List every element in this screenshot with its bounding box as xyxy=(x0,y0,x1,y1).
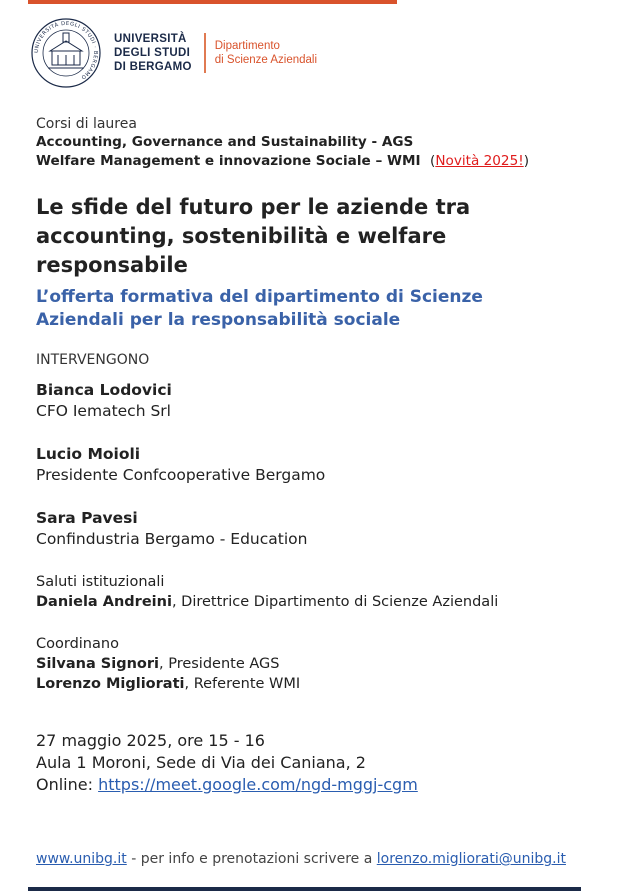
saluti-section xyxy=(36,572,606,612)
header-divider xyxy=(204,33,206,73)
coordinator-name: Lorenzo Migliorati xyxy=(36,676,185,692)
course-ags: Accounting, Governance and Sustainability - AGS xyxy=(36,134,414,150)
subtitle-line: Aziendali per la responsabilità sociale xyxy=(36,310,401,330)
coordinator-role: , Presidente AGS xyxy=(158,656,280,672)
flyer-content xyxy=(36,115,606,796)
email-link[interactable]: lorenzo.migliorati@unibg.it xyxy=(376,851,566,867)
event-place: Aula 1 Moroni, Sede di Via dei Caniana, 2 xyxy=(36,753,366,772)
header xyxy=(30,18,317,88)
site-link[interactable]: www.unibg.it xyxy=(36,851,127,867)
bottom-accent-bar xyxy=(28,887,581,891)
university-name xyxy=(114,32,192,74)
speaker-item xyxy=(36,380,606,422)
course-wmi-line xyxy=(36,152,606,171)
saluti-line xyxy=(36,592,606,612)
subtitle-line: L’offerta formativa del dipartimento di Scienze xyxy=(36,287,483,307)
coordinator-name: Silvana Signori xyxy=(36,656,159,672)
footer-text: - per info e prenotazioni scrivere a xyxy=(126,851,377,867)
coordinano-label: Coordinano xyxy=(36,636,119,652)
online-label: Online: xyxy=(36,775,99,794)
university-name-line: DI BERGAMO xyxy=(114,61,192,73)
top-accent-bar xyxy=(28,0,397,4)
title-line: accounting, sostenibilità e welfare xyxy=(36,224,447,248)
saluti-name: Daniela Andreini xyxy=(36,594,172,610)
coordinator-role: , Referente WMI xyxy=(184,676,301,692)
speaker-name: Bianca Lodovici xyxy=(36,381,172,399)
event-details xyxy=(36,730,606,796)
page-subtitle xyxy=(36,286,606,332)
speaker-role: Presidente Confcooperative Bergamo xyxy=(36,466,326,484)
department-name-line: Dipartimento xyxy=(214,40,280,52)
title-line: responsabile xyxy=(36,253,188,277)
speakers-label: INTERVENGONO xyxy=(36,352,150,368)
university-seal-logo xyxy=(30,17,102,89)
speaker-name: Lucio Moioli xyxy=(36,445,141,463)
seal-text: UNIVERSITÀ DEGLI STUDI · BERGAMO xyxy=(33,20,99,81)
speaker-role: Confindustria Bergamo - Education xyxy=(36,530,308,548)
coordinano-section xyxy=(36,634,606,694)
event-date: 27 maggio 2025, ore 15 - 16 xyxy=(36,731,265,750)
course-wmi: Welfare Management e innovazione Sociale – WMI xyxy=(36,153,421,169)
university-name-line: UNIVERSITÀ xyxy=(114,33,187,45)
footer xyxy=(36,849,566,869)
university-name-line: DEGLI STUDI xyxy=(114,47,191,59)
novita-link[interactable]: Novità 2025! xyxy=(435,153,524,169)
page-title xyxy=(36,193,606,280)
coordinator-line xyxy=(36,674,606,694)
meet-link[interactable]: https://meet.google.com/ngd-mggj-cgm xyxy=(98,775,418,794)
department-name-line: di Scienze Aziendali xyxy=(214,54,318,66)
speaker-name: Sara Pavesi xyxy=(36,509,138,527)
saluti-label: Saluti istituzionali xyxy=(36,574,165,590)
speaker-item xyxy=(36,508,606,550)
department-name xyxy=(215,39,317,67)
speaker-role: CFO Iematech Srl xyxy=(36,402,171,420)
title-line: Le sfide del futuro per le aziende tra xyxy=(36,195,471,219)
speaker-item xyxy=(36,444,606,486)
courses-label: Corsi di laurea xyxy=(36,116,137,132)
saluti-role: , Direttrice Dipartimento di Scienze Aziendali xyxy=(171,594,499,610)
coordinator-line xyxy=(36,654,606,674)
novita-note: (Novità 2025!) xyxy=(430,153,529,169)
event-online xyxy=(36,774,606,796)
